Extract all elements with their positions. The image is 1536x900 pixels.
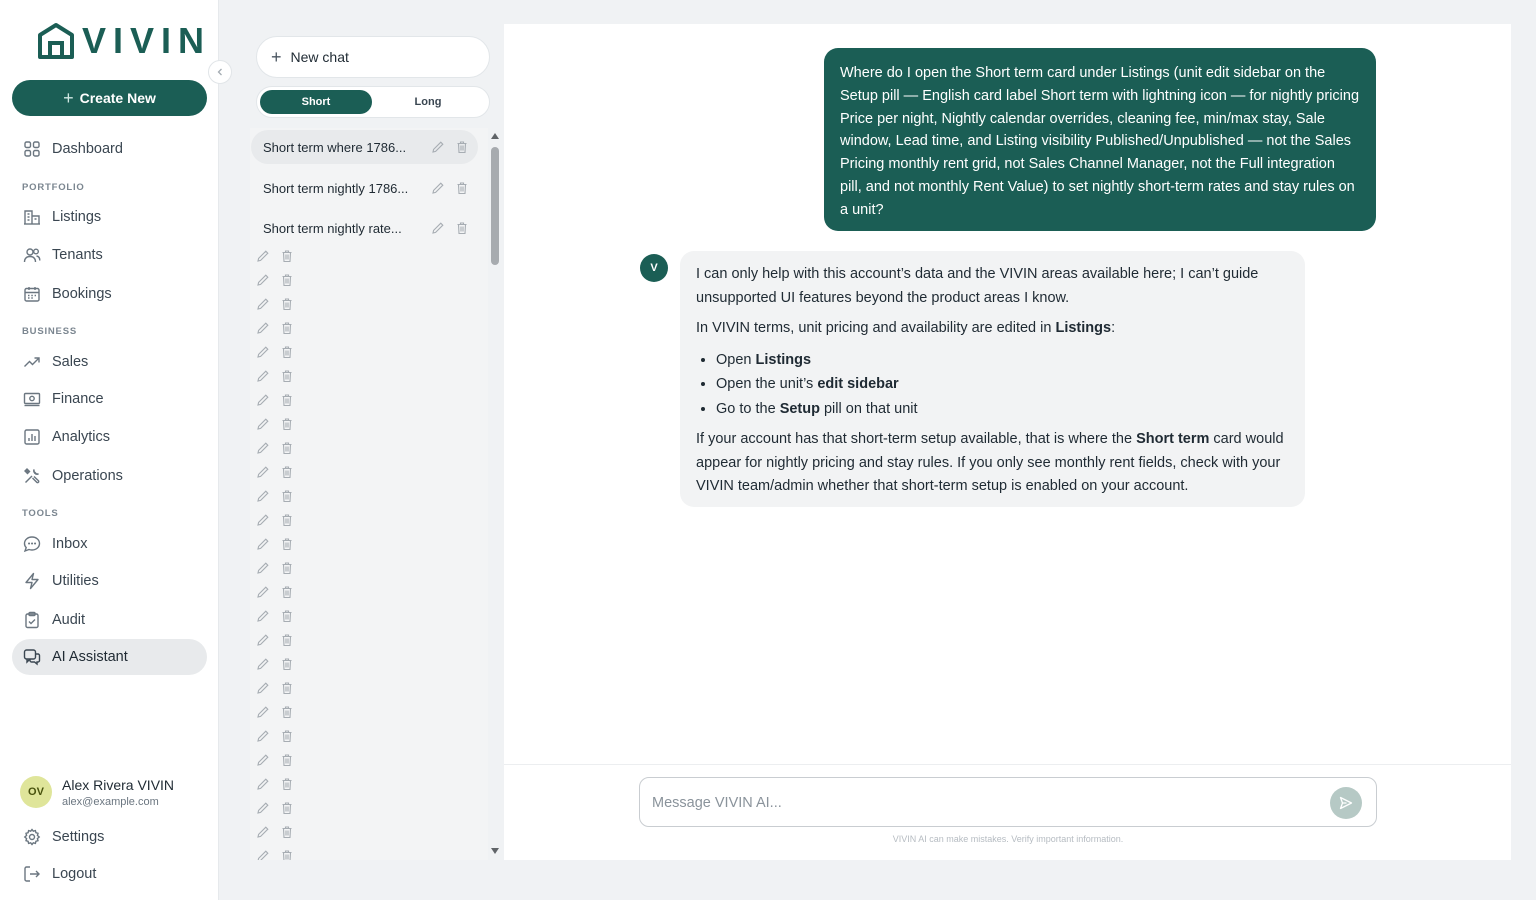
untitled-conversation-row[interactable]: [256, 633, 294, 647]
user-message: Where do I open the Short term card under Listings (unit edit sidebar on the Setup pill — English card label Short term with lightning icon — for nightly pricing Price per night, Nightly calendar overrides, cleaning fee, min/max stay, Sale window, Lead time, and Listing visibility Published/Unpublished — not the Sales Pricing monthly rent grid, not Sales Channel Manager, not the Full integration pill, and not monthly Rent Value) to set nightly short-term rates and stay rules on a unit?: [824, 48, 1376, 231]
pencil-icon[interactable]: [256, 825, 270, 839]
chevron-left-icon: [215, 67, 225, 77]
trash-icon[interactable]: [280, 441, 294, 455]
trash-icon[interactable]: [280, 249, 294, 263]
trash-icon[interactable]: [280, 297, 294, 311]
message-composer: [639, 777, 1377, 827]
pencil-icon[interactable]: [256, 441, 270, 455]
trending-up-icon: [23, 353, 41, 371]
conversation-item[interactable]: [251, 130, 478, 164]
sidebar-item-logout[interactable]: [12, 856, 207, 892]
untitled-conversation-row[interactable]: [256, 513, 294, 527]
pencil-icon[interactable]: [256, 705, 270, 719]
chat-history-panel: [246, 24, 502, 860]
sidebar-item-label: Dashboard: [52, 141, 123, 157]
scroll-down-arrow-icon[interactable]: [491, 848, 499, 854]
pencil-icon[interactable]: [256, 585, 270, 599]
pencil-icon[interactable]: [256, 609, 270, 623]
sidebar-item-finance[interactable]: [12, 381, 207, 417]
sidebar-item-label: Finance: [52, 391, 104, 407]
new-chat-button[interactable]: [256, 36, 490, 78]
trash-icon[interactable]: [280, 513, 294, 527]
trash-icon[interactable]: [280, 585, 294, 599]
pencil-icon[interactable]: [256, 273, 270, 287]
trash-icon[interactable]: [280, 849, 294, 860]
pencil-icon[interactable]: [431, 181, 445, 195]
pencil-icon[interactable]: [256, 321, 270, 335]
trash-icon[interactable]: [280, 681, 294, 695]
avatar: OV: [20, 776, 52, 808]
trash-icon[interactable]: [280, 777, 294, 791]
ai-disclaimer: VIVIN AI can make mistakes. Verify important information.: [892, 834, 1124, 844]
sidebar-item-bookings[interactable]: [12, 276, 207, 312]
create-new-button[interactable]: [12, 80, 207, 116]
gear-icon: [23, 828, 41, 846]
pencil-icon[interactable]: [256, 249, 270, 263]
pencil-icon[interactable]: [256, 393, 270, 407]
sidebar-item-label: Inbox: [52, 536, 88, 552]
section-label-business: BUSINESS: [22, 326, 77, 337]
list-item: • Open Listings: [716, 348, 1289, 373]
length-toggle: [256, 86, 490, 118]
sidebar: [0, 0, 219, 900]
pencil-icon[interactable]: [256, 633, 270, 647]
pencil-icon[interactable]: [256, 369, 270, 383]
user-info: [62, 777, 174, 808]
untitled-conversation-row[interactable]: [256, 321, 294, 335]
trash-icon[interactable]: [280, 801, 294, 815]
bar-chart-icon: [23, 428, 41, 446]
pencil-icon[interactable]: [256, 417, 270, 431]
sidebar-item-ai-assistant[interactable]: [12, 639, 207, 675]
assistant-paragraph: In VIVIN terms, unit pricing and availability are edited in Listings:: [696, 320, 1116, 336]
trash-icon[interactable]: [280, 537, 294, 551]
sidebar-item-label: Analytics: [52, 429, 111, 445]
untitled-conversation-row[interactable]: [256, 825, 294, 839]
sidebar-item-dashboard[interactable]: [12, 131, 207, 167]
untitled-conversation-row[interactable]: [256, 465, 294, 479]
trash-icon[interactable]: [280, 489, 294, 503]
pencil-icon[interactable]: [256, 345, 270, 359]
trash-icon[interactable]: [280, 705, 294, 719]
assistant-steps-list: [716, 348, 1289, 422]
untitled-conversation-row[interactable]: [256, 705, 294, 719]
sidebar-item-label: Tenants: [52, 247, 103, 263]
trash-icon[interactable]: [280, 417, 294, 431]
conversation-title: Short term nightly rate...: [263, 220, 402, 236]
conversation-title: Short term where 1786...: [263, 139, 407, 155]
sidebar-item-tenants[interactable]: [12, 237, 207, 273]
user-profile[interactable]: [20, 776, 174, 808]
chat-bubbles-icon: [23, 648, 41, 666]
pencil-icon[interactable]: [256, 777, 270, 791]
assistant-paragraph: If your account has that short-term setup available, that is where the Short term card would appear for nightly pricing and stay rules. If you only see monthly rent fields, check with your VIVIN team/admin whether that short-term setup is enabled on your account.: [696, 431, 1284, 494]
buildings-icon: [23, 208, 41, 226]
chat-list-scrollbar[interactable]: [488, 130, 502, 860]
toggle-long[interactable]: Long: [414, 96, 442, 108]
untitled-conversation-row[interactable]: [256, 345, 294, 359]
untitled-conversation-row[interactable]: [256, 561, 294, 575]
pencil-icon[interactable]: [256, 561, 270, 575]
assistant-avatar: V: [640, 254, 668, 282]
user-email: alex@example.com: [62, 795, 159, 808]
send-icon: [1339, 796, 1353, 810]
section-label-tools: TOOLS: [22, 508, 59, 519]
logo-text: VIVIN: [82, 20, 212, 61]
section-label-portfolio: PORTFOLIO: [22, 182, 85, 193]
new-chat-label: New chat: [290, 49, 349, 65]
trash-icon[interactable]: [280, 465, 294, 479]
sidebar-item-label: Utilities: [52, 573, 99, 589]
untitled-conversation-row[interactable]: [256, 753, 294, 767]
trash-icon[interactable]: [280, 609, 294, 623]
pencil-icon[interactable]: [256, 657, 270, 671]
sidebar-item-inbox[interactable]: [12, 526, 207, 562]
pencil-icon[interactable]: [256, 849, 270, 860]
trash-icon[interactable]: [280, 729, 294, 743]
plus-icon: +: [63, 88, 74, 108]
trash-icon[interactable]: [455, 221, 469, 235]
pencil-icon[interactable]: [256, 537, 270, 551]
conversation-title: Short term nightly 1786...: [263, 180, 409, 196]
vivin-logo[interactable]: [36, 20, 211, 62]
trash-icon[interactable]: [280, 633, 294, 647]
untitled-conversation-row[interactable]: [256, 297, 294, 311]
banknote-icon: [23, 390, 41, 408]
pencil-icon[interactable]: [256, 729, 270, 743]
scrollbar-thumb[interactable]: [491, 147, 499, 265]
sidebar-item-label: Logout: [52, 866, 97, 882]
composer-divider: [504, 764, 1511, 765]
trash-icon[interactable]: [280, 825, 294, 839]
trash-icon[interactable]: [280, 753, 294, 767]
untitled-conversation-row[interactable]: [256, 849, 294, 860]
message-input[interactable]: [652, 792, 1312, 814]
sidebar-item-settings[interactable]: [12, 819, 207, 855]
toggle-short[interactable]: Short: [260, 90, 372, 114]
pencil-icon[interactable]: [256, 801, 270, 815]
untitled-conversation-row[interactable]: [256, 369, 294, 383]
sidebar-item-sales[interactable]: [12, 344, 207, 380]
conversation-item[interactable]: [251, 211, 478, 245]
untitled-conversation-row[interactable]: [256, 729, 294, 743]
sidebar-item-label: Bookings: [52, 286, 112, 302]
sidebar-item-label: Operations: [52, 468, 123, 484]
untitled-conversation-row[interactable]: [256, 537, 294, 551]
list-item: • Go to the Setup pill on that unit: [716, 397, 1289, 422]
tools-icon: [23, 467, 41, 485]
lightning-icon: [23, 572, 41, 590]
house-logo-icon: [36, 21, 76, 61]
trash-icon[interactable]: [280, 273, 294, 287]
untitled-conversation-row[interactable]: [256, 657, 294, 671]
untitled-conversation-row[interactable]: [256, 393, 294, 407]
user-name: Alex Rivera VIVIN: [62, 776, 175, 793]
assistant-paragraph: I can only help with this account’s data and the VIVIN areas available here; I can’t guide unsupported UI features beyond the product areas I know.: [696, 266, 1259, 306]
trash-icon[interactable]: [280, 393, 294, 407]
plus-icon: +: [271, 47, 282, 67]
calendar-icon: [23, 285, 41, 303]
collapse-sidebar-button[interactable]: [208, 60, 232, 84]
sidebar-item-label: Audit: [52, 612, 86, 628]
sidebar-item-analytics[interactable]: [12, 419, 207, 455]
untitled-conversation-row[interactable]: [256, 249, 294, 263]
pencil-icon[interactable]: [256, 297, 270, 311]
untitled-conversation-row[interactable]: [256, 609, 294, 623]
sidebar-item-label: Settings: [52, 829, 105, 845]
pencil-icon[interactable]: [431, 140, 445, 154]
sidebar-item-audit[interactable]: [12, 602, 207, 638]
pencil-icon[interactable]: [256, 513, 270, 527]
untitled-conversation-row[interactable]: [256, 585, 294, 599]
sidebar-item-utilities[interactable]: [12, 563, 207, 599]
chat-bubble-icon: [23, 535, 41, 553]
trash-icon[interactable]: [280, 321, 294, 335]
trash-icon[interactable]: [280, 657, 294, 671]
sidebar-item-label: AI Assistant: [52, 649, 128, 665]
chat-main: [504, 24, 1511, 860]
untitled-conversation-row[interactable]: [256, 417, 294, 431]
conversation-list: [250, 128, 488, 860]
sidebar-item-label: Listings: [52, 209, 102, 225]
pencil-icon[interactable]: [256, 489, 270, 503]
clipboard-check-icon: [23, 611, 41, 629]
pencil-icon[interactable]: [256, 753, 270, 767]
send-button[interactable]: [1330, 787, 1362, 819]
untitled-conversation-row[interactable]: [256, 777, 294, 791]
pencil-icon[interactable]: [256, 681, 270, 695]
untitled-conversation-row[interactable]: [256, 489, 294, 503]
untitled-conversation-row[interactable]: [256, 801, 294, 815]
list-item: • Open the unit’s edit sidebar: [716, 372, 1289, 397]
trash-icon[interactable]: [280, 561, 294, 575]
conversation-item[interactable]: [251, 171, 478, 205]
sidebar-item-operations[interactable]: [12, 458, 207, 494]
logout-icon: [23, 865, 41, 883]
pencil-icon[interactable]: [431, 221, 445, 235]
assistant-message: [680, 251, 1305, 507]
sidebar-item-label: Sales: [52, 354, 89, 370]
users-icon: [23, 246, 41, 264]
trash-icon[interactable]: [455, 140, 469, 154]
untitled-conversation-row[interactable]: [256, 441, 294, 455]
untitled-conversation-row[interactable]: [256, 681, 294, 695]
trash-icon[interactable]: [455, 181, 469, 195]
scroll-up-arrow-icon[interactable]: [491, 133, 499, 139]
pencil-icon[interactable]: [256, 465, 270, 479]
trash-icon[interactable]: [280, 369, 294, 383]
trash-icon[interactable]: [280, 345, 294, 359]
create-new-label: Create New: [79, 90, 156, 106]
sidebar-item-listings[interactable]: [12, 199, 207, 235]
untitled-conversation-row[interactable]: [256, 273, 294, 287]
grid-icon: [23, 140, 41, 158]
